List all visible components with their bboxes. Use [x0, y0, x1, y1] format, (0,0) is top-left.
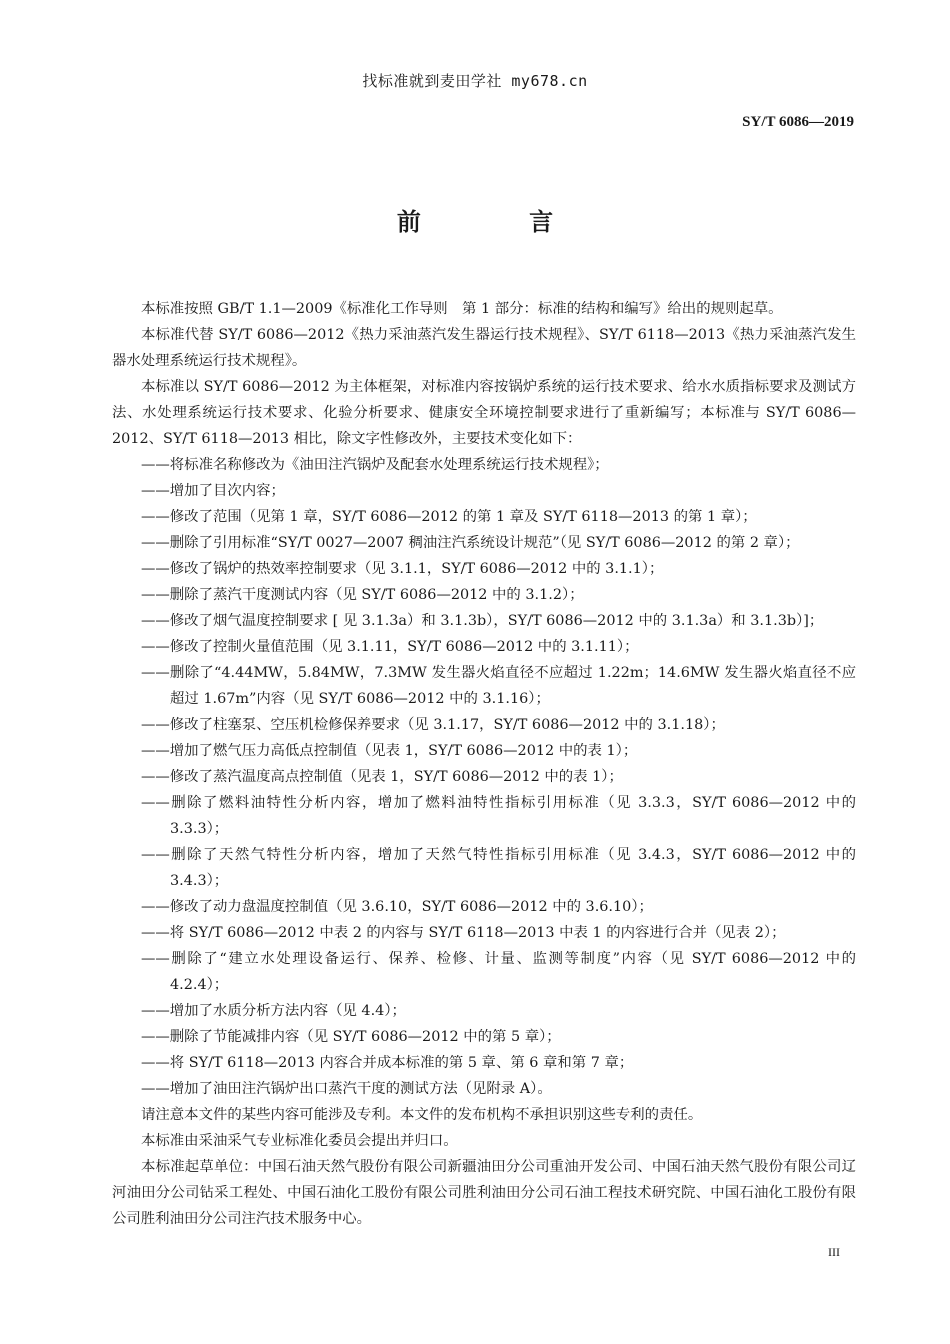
change-item: ——修改了范围（见第 1 章，SY/T 6086—2012 的第 1 章及 SY/T 6118—2013 的第 1 章）；: [141, 509, 757, 525]
change-item: ——删除了节能减排内容（见 SY/T 6086—2012 中的第 5 章）；: [141, 1029, 561, 1045]
change-item: ——修改了蒸汽温度高点控制值（见表 1，SY/T 6086—2012 中的表 1）；: [141, 769, 623, 785]
intro-paragraph: 本标准按照 GB/T 1.1—2009《标准化工作导则 第 1 部分：标准的结构和编写》给出的规则起草。: [141, 301, 783, 317]
change-item: ——删除了蒸汽干度测试内容（见 SY/T 6086—2012 中的 3.1.2）；: [141, 587, 584, 603]
standard-code: SY/T 6086—2019: [742, 114, 854, 130]
change-item: ——删除了“建立水处理设备运行、保养、检修、计量、监测等制度”内容（见 SY/T 6086—2012 中的 4.2.4）；: [141, 951, 856, 993]
outro-paragraph: 本标准由采油采气专业标准化委员会提出并归口。: [141, 1133, 458, 1149]
foreword-body: [112, 296, 856, 1232]
outro-paragraph: 本标准起草单位：中国石油天然气股份有限公司新疆油田分公司重油开发公司、中国石油天然气股份有限公司辽河油田分公司钻采工程处、中国石油化工股份有限公司胜利油田分公司石油工程技术研究院、中国石油化工股份有限公司胜利油田分公司注汽技术服务中心。: [112, 1159, 856, 1227]
change-item: ——修改了柱塞泵、空压机检修保养要求（见 3.1.17，SY/T 6086—2012 中的 3.1.18）；: [141, 717, 725, 733]
change-item: ——修改了锅炉的热效率控制要求（见 3.1.1，SY/T 6086—2012 中的 3.1.1）；: [141, 561, 664, 577]
change-item: ——修改了动力盘温度控制值（见 3.6.10，SY/T 6086—2012 中的 3.6.10）；: [141, 899, 653, 915]
change-item: ——增加了燃气压力高低点控制值（见表 1，SY/T 6086—2012 中的表 1）；: [141, 743, 638, 759]
change-item: ——修改了烟气温度控制要求 [ 见 3.1.3a）和 3.1.3b），SY/T 6086—2012 中的 3.1.3a）和 3.1.3b）]；: [141, 613, 824, 629]
change-item: ——增加了水质分析方法内容（见 4.4）；: [141, 1003, 406, 1019]
watermark-text: 找标准就到麦田学社 my678.cn: [362, 72, 588, 90]
change-item: ——删除了“4.44MW，5.84MW，7.3MW 发生器火焰直径不应超过 1.22m；14.6MW 发生器火焰直径不应超过 1.67m”内容（见 SY/T 6086—2012 中的 3.1.16）；: [141, 665, 856, 707]
change-item: ——修改了控制火量值范围（见 3.1.11，SY/T 6086—2012 中的 3.1.11）；: [141, 639, 639, 655]
page-number: III: [828, 1245, 840, 1259]
change-item: ——将 SY/T 6118—2013 内容合并成本标准的第 5 章、第 6 章和第 7 章；: [141, 1055, 634, 1071]
change-item: ——删除了天然气特性分析内容，增加了天然气特性指标引用标准（见 3.4.3，SY/T 6086—2012 中的 3.4.3）；: [141, 847, 856, 889]
page-title: 前 言: [396, 208, 604, 236]
change-item: ——删除了燃料油特性分析内容，增加了燃料油特性指标引用标准（见 3.3.3，SY/T 6086—2012 中的 3.3.3）；: [141, 795, 856, 837]
change-item: ——增加了目次内容；: [141, 483, 285, 499]
change-item: ——将 SY/T 6086—2012 中表 2 的内容与 SY/T 6118—2013 中表 1 的内容进行合并（见表 2）；: [141, 925, 786, 941]
change-item: ——增加了油田注汽锅炉出口蒸汽干度的测试方法（见附录 A）。: [141, 1081, 552, 1097]
intro-paragraph: 本标准代替 SY/T 6086—2012《热力采油蒸汽发生器运行技术规程》、SY/T 6118—2013《热力采油蒸汽发生器水处理系统运行技术规程》。: [112, 327, 856, 369]
change-item: ——删除了引用标准“SY/T 0027—2007 稠油注汽系统设计规范”（见 SY/T 6086—2012 的第 2 章）；: [141, 535, 800, 551]
outro-paragraph: 请注意本文件的某些内容可能涉及专利。本文件的发布机构不承担识别这些专利的责任。: [141, 1107, 703, 1123]
change-item: ——将标准名称修改为《油田注汽锅炉及配套水处理系统运行技术规程》；: [141, 457, 609, 473]
intro-paragraph: 本标准以 SY/T 6086—2012 为主体框架，对标准内容按锅炉系统的运行技术要求、给水水质指标要求及测试方法、水处理系统运行技术要求、化验分析要求、健康安全环境控制要求进行了重新编写；本标准与 SY/T 6086—2012、SY/T 6118—2013 相比，除文字性修改外，主要技术变化如下：: [112, 379, 856, 447]
